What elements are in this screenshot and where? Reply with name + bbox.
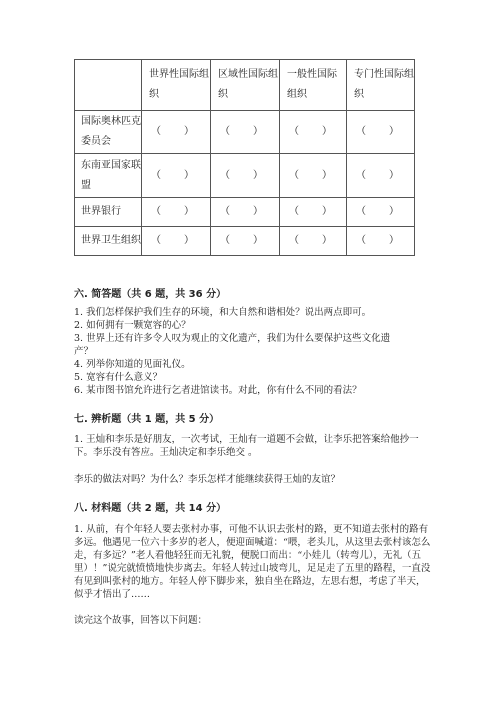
question-item: 6. 某市图书馆允许进行乞者进馆读书。对此，你有什么不同的看法？: [74, 385, 362, 396]
table-header-row: [75, 60, 415, 111]
question-item: 1. 我们怎样保护我们生存的环境，和大自然和谐相处？说出两点即可。: [74, 307, 372, 318]
table-header-regional: 区域性国际组织: [211, 60, 280, 111]
row-label: 世界卫生组织: [75, 227, 142, 256]
organization-table: [74, 59, 415, 256]
answer-blank[interactable]: （ ）: [142, 198, 211, 227]
table-header-corner: [75, 60, 142, 111]
answer-blank[interactable]: （ ）: [347, 111, 415, 154]
answer-blank[interactable]: （ ）: [347, 198, 415, 227]
answer-blank[interactable]: （ ）: [347, 227, 415, 256]
answer-blank[interactable]: （ ）: [142, 154, 211, 198]
question-item: 3. 世界上还有许多令人叹为观止的文化遗产，我们为什么要保护这些文化遗: [74, 333, 391, 344]
analysis-question: 李乐的做法对吗？为什么？李乐怎样才能继续获得王灿的友谊？: [74, 474, 341, 485]
question-item: 2. 如何拥有一颗宽容的心？: [74, 320, 191, 331]
answer-blank[interactable]: （ ）: [211, 111, 280, 154]
answer-blank[interactable]: （ ）: [142, 227, 211, 256]
section-heading-material: 八. 材料题（共 2 题，共 14 分）: [74, 503, 227, 514]
answer-blank[interactable]: （ ）: [280, 111, 347, 154]
material-passage: 1. 从前，有个年轻人要去张村办事，可他不认识去张村的路，更不知道去张村的路有多远。他遇见一位六十多岁的老人，便迎面喊道：“喂，老头儿，从这里去张村该怎么走，有多远？”老人看他轻狂而无礼貌，便脱口而出：“小娃儿（转弯儿），无礼（五里）！”说完就愤愤地快步离去。年轻人转过山坡弯儿，足足走了五里的路程，一直没有见到叫张村的地方。年轻人停下脚步来，独自坐在路边，左思右想，考虑了半天，似乎才悟出了……: [74, 524, 431, 600]
row-label: 国际奥林匹克委员会: [75, 111, 142, 154]
row-label: 世界银行: [75, 198, 142, 227]
question-item: 5. 宽容有什么意义？: [74, 372, 163, 383]
table-row: [75, 154, 415, 198]
answer-blank[interactable]: （ ）: [280, 198, 347, 227]
section-heading-analysis: 七. 辨析题（共 1 题，共 5 分）: [74, 414, 220, 425]
material-prompt: 读完这个故事，回答以下问题：: [74, 615, 208, 626]
row-label: 东南亚国家联盟: [75, 154, 142, 198]
answer-blank[interactable]: （ ）: [142, 111, 211, 154]
answer-blank[interactable]: （ ）: [211, 198, 280, 227]
answer-blank[interactable]: （ ）: [280, 154, 347, 198]
answer-blank[interactable]: （ ）: [211, 227, 280, 256]
answer-blank[interactable]: （ ）: [211, 154, 280, 198]
table-header-world: 世界性国际组织: [142, 60, 211, 111]
table-header-specialized: 专门性国际组织: [347, 60, 415, 111]
answer-blank[interactable]: （ ）: [280, 227, 347, 256]
answer-blank[interactable]: （ ）: [347, 154, 415, 198]
question-item: 4. 列举你知道的见面礼仪。: [74, 359, 191, 370]
section-heading-short-answer: 六. 简答题（共 6 题，共 36 分）: [74, 289, 227, 300]
question-item: 产？: [74, 346, 94, 357]
table-header-general: 一般性国际组织: [280, 60, 347, 111]
analysis-material: 1. 王灿和李乐是好朋友，一次考试，王灿有一道题不会做，让李乐把答案给他抄一下。李乐没有答应。王灿决定和李乐绝交 。: [74, 434, 419, 458]
table-row: [75, 198, 415, 227]
table-row: [75, 227, 415, 256]
table-row: [75, 111, 415, 154]
